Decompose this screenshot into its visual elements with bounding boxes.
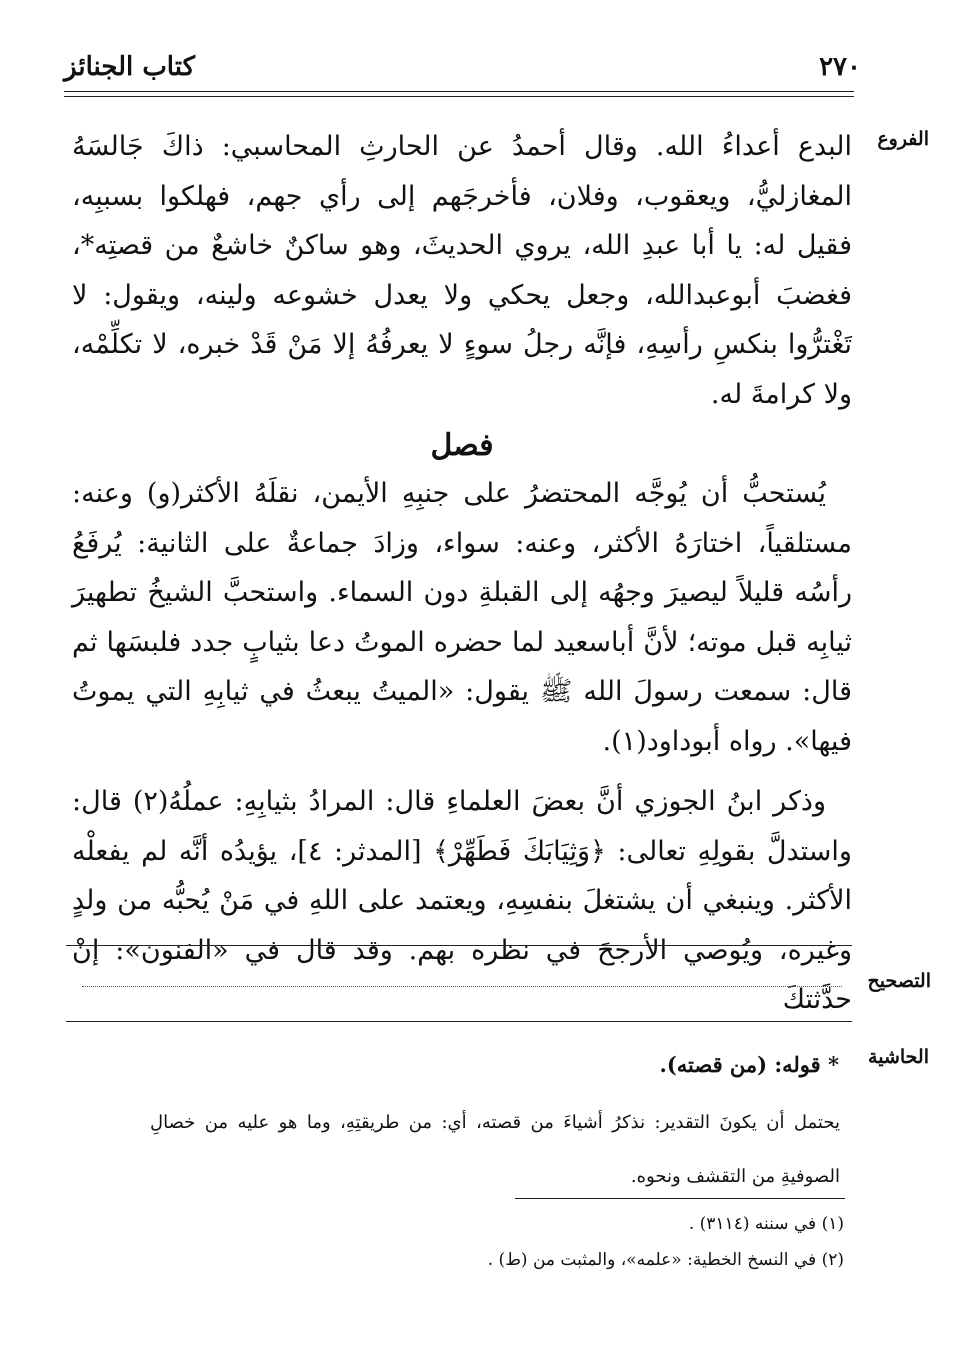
- annotation-heading-text: قوله: (من قصته).: [659, 1052, 821, 1077]
- footnote-rule: [515, 1198, 845, 1199]
- header-rule-thin: [64, 96, 854, 97]
- margin-label-furu: الفروع: [877, 128, 929, 150]
- annotation-heading: [660, 1052, 839, 1077]
- header-rule: [64, 91, 854, 92]
- running-title: كتاب الجنائز: [64, 52, 195, 82]
- paragraph-3: وذكر ابنُ الجوزي أنَّ بعضَ العلماءِ قال: المرادُ بثيابِهِ: عملُهُ(٢) قال: واستدلَّ بقولِهِ تعالى: ﴿وَثِيَابَكَ فَطَهِّرْ﴾ [المدثر: ٤]، يؤيدُه أنَّه لم يفعلْه الأكثر. وينبغي أن يشتغلَ بنفسِهِ، ويعتمد على اللهِ في مَنْ يُحبُّه من ولدٍ وغيره، ويُوصي الأرجحَ في نظره بهم. وقد قال في «الفنون»: إنْ حدَّثتكَ: [72, 786, 852, 1015]
- paragraph-2: يُستحبُّ أن يُوجَّه المحتضرُ على جنبِهِ الأيمن، نقلَهُ الأكثر(و) وعنه: مستلقياً، اختارَهُ الأكثر، وعنه: سواء، وزادَ جماعةٌ على الثانية: يُرفَعُ رأسُه قليلاً ليصيرَ وجهُه إلى القبلةِ دون السماء. واستحبَّ الشيخُ تطهيرَ ثيابِه قبل موته؛ لأنَّ أباسعيد لما حضره الموتُ دعا بثيابٍ جدد فلبسَها ثم قال: سمعت رسولَ الله ﷺ يقول: «الميتُ يبعثُ في ثيابِهِ التي يموتُ فيها». رواه أبوداود(١).: [72, 478, 852, 757]
- tashih-rule: [66, 1021, 852, 1022]
- margin-label-hashiya: الحاشية: [868, 1046, 929, 1068]
- tashih-dotted-line: [82, 986, 842, 987]
- text-end-rule: [66, 945, 852, 946]
- footnote-1: (١) في سننه (٣١١٤) .: [688, 1214, 844, 1234]
- main-text: [72, 122, 852, 1025]
- footnote-2: (٢) في النسخ الخطية: «علمه»، والمثبت من (ط) .: [487, 1250, 844, 1270]
- margin-label-tashih: التصحيح: [867, 970, 931, 992]
- section-title: فصل: [430, 428, 494, 463]
- page-number: ٢٧٠: [819, 52, 861, 82]
- annotation-star: *: [828, 1052, 839, 1077]
- paragraph-1: البدع أعداءُ الله. وقال أحمدُ عن الحارثِ المحاسبي: ذاكَ جَالسَهُ المغازليُّ، ويعقوب، وفلان، فأخرجَهم إلى رأي جهم، فهلكوا بسببِه، فقيل له: يا أبا عبدِ الله، يروي الحديثَ، وهو ساكنٌ خاشعٌ من قصتِه*، فغضبَ أبوعبدالله، وجعل يحكي ولا يعدل خشوعه ولينه، ويقول: لا تَغْترُّوا بنكسِ رأسِهِ، فإنَّه رجلُ سوءٍ لا يعرفُهُ إلا مَنْ قَدْ خبره، لا تكلِّمْه، ولا كرامةَ له.: [72, 131, 852, 410]
- annotation-text: [150, 1096, 840, 1204]
- annotation-paragraph: يحتمل أن يكونَ التقدير: نذكرُ أشياءَ من قصته، أي: من طريقتِهِ، وما هو عليه من خصالِ الصوفيةِ من التقشف ونحوه.: [150, 1112, 840, 1187]
